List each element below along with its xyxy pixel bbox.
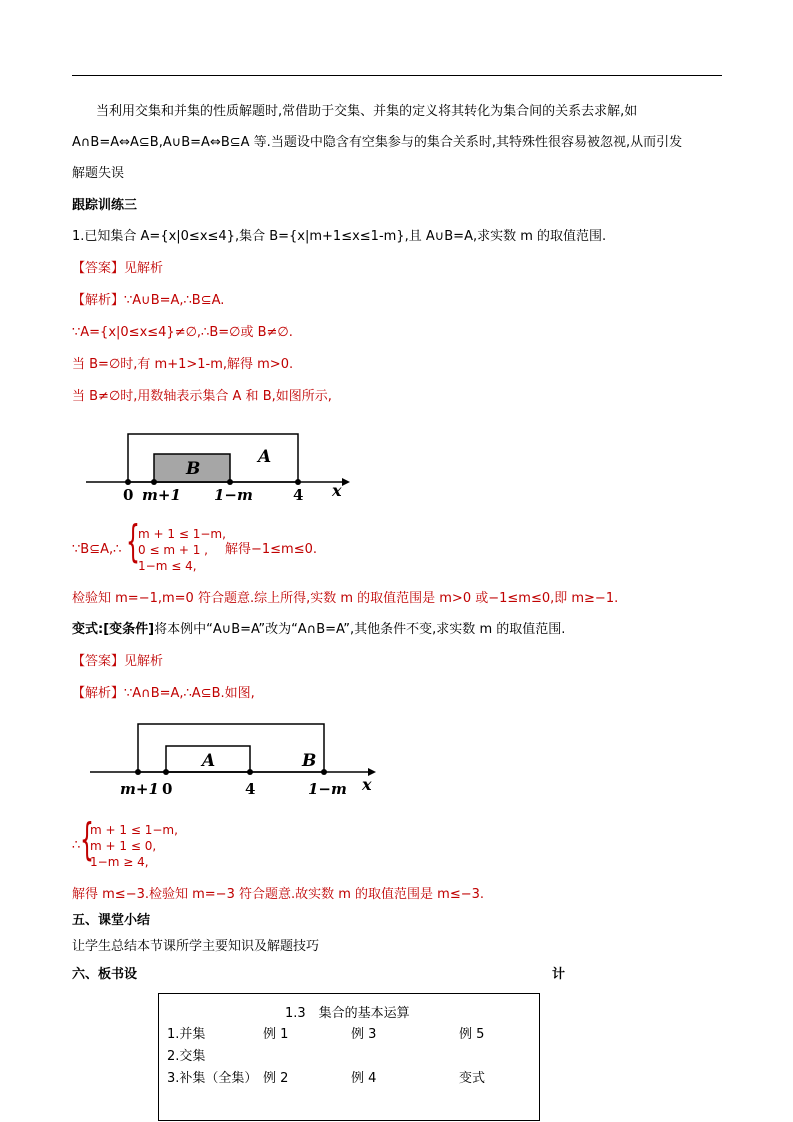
question-1: 1.已知集合 A={x|0≤x≤4},集合 B={x|m+1≤x≤1-m},且 A∪B=A,求实数 m 的取值范围. [72,229,607,244]
analysis-2 [72,685,255,703]
system-2-eq-2: m + 1 ≤ 0, [90,839,157,853]
axis-label-x: x [332,481,342,500]
tick2-1-minus-m: 1−m [308,780,347,798]
answer-2-text: 见解析 [124,654,164,669]
board-example-1: 例 1 [263,1027,289,1042]
analysis-1 [72,292,224,310]
point-1-minus-m [227,479,233,485]
answer-label: 【答案】 [72,261,125,276]
label-a: A [258,447,272,467]
answer-1 [72,260,163,278]
answer-2-label: 【答案】 [72,654,125,669]
system-1-solution: 解得−1≤m≤0. [225,542,318,557]
board-variant: 变式 [459,1071,486,1086]
point2-1-minus-m [321,769,327,775]
tick-1-minus-m: 1−m [214,486,253,504]
analysis-step-5: 检验知 m=−1,m=0 符合题意.综上所得,实数 m 的取值范围是 m>0 或−1≤m≤0,即 m≥−1. [72,591,619,606]
section-6-title-tail: 计 [552,967,566,982]
variant-label: 变式: [72,622,104,637]
system-1-eq-1: m + 1 ≤ 1−m, [138,527,226,541]
analysis-step-2: ∵A={x|0≤x≤4}≠∅,∴B=∅或 B≠∅. [72,325,293,340]
tick2-0: 0 [162,780,173,798]
point2-0 [163,769,169,775]
variant-condition: [变条件] [103,622,155,637]
axis2-label-x: x [362,775,372,794]
header-rule [72,75,722,76]
number-line-figure-2 [84,718,384,798]
analysis-step-3: 当 B=∅时,有 m+1>1-m,解得 m>0. [72,357,294,372]
analysis-2-label: 【解析】 [72,686,125,701]
para-line-2: A∩B=A⇔A⊆B,A∪B=A⇔B⊆A 等.当题设中隐含有空集参与的集合关系时,其特殊性很容易被忽视,从而引发 [72,135,683,150]
section-5-title: 五、课堂小结 [72,913,151,928]
point-m-plus-1 [151,479,157,485]
board-intersection: 2.交集 [167,1049,206,1064]
track-title: 跟踪训练三 [72,198,138,213]
label2-b: B [302,751,317,771]
board-complement: 3.补集（全集） [167,1071,258,1086]
analysis-step-1: ∵A∪B=A,∴B⊆A. [124,293,225,308]
system-1-eq-3: 1−m ≤ 4, [138,559,197,573]
tick-0: 0 [123,486,134,504]
answer-text: 见解析 [124,261,164,276]
point2-m-plus-1 [135,769,141,775]
number-line-figure-1 [80,428,360,504]
system-2-eq-1: m + 1 ≤ 1−m, [90,823,178,837]
board-union: 1.并集 [167,1027,206,1042]
point-4 [295,479,301,485]
board-example-4: 例 4 [351,1071,377,1086]
system-2-brace: { [80,814,94,865]
analysis-step-4: 当 B≠∅时,用数轴表示集合 A 和 B,如图所示, [72,389,332,404]
system-1-brace: { [126,516,140,567]
analysis-2-step-1: ∵A∩B=A,∴A⊆B.如图, [124,686,255,701]
section-6-title: 六、板书设 [72,967,138,982]
variant-line [72,621,565,639]
tick2-m-plus-1: m+1 [120,780,159,798]
analysis-2-step-2: 解得 m≤−3.检验知 m=−3 符合题意.故实数 m 的取值范围是 m≤−3. [72,887,485,902]
analysis-label: 【解析】 [72,293,125,308]
board-example-2: 例 2 [263,1071,289,1086]
para-line-1: 当利用交集和并集的性质解题时,常借助于交集、并集的定义将其转化为集合间的关系去求解,如 [96,104,638,119]
board-example-5: 例 5 [459,1027,485,1042]
blackboard-design-table [158,993,540,1121]
section-5-text: 让学生总结本节课所学主要知识及解题技巧 [72,939,320,954]
system-2-prefix: ∴ [72,838,81,853]
axis-arrow [342,478,350,486]
board-title: 1.3 集合的基本运算 [285,1006,410,1021]
para-line-3: 解题失误 [72,166,125,181]
board-example-3: 例 3 [351,1027,377,1042]
tick-m-plus-1: m+1 [142,486,181,504]
label2-a: A [202,751,216,771]
answer-2 [72,653,163,671]
label-b: B [186,459,201,479]
system-1-eq-2: 0 ≤ m + 1 , [138,543,208,557]
point2-4 [247,769,253,775]
point-0 [125,479,131,485]
variant-text: 将本例中“A∪B=A”改为“A∩B=A”,其他条件不变,求实数 m 的取值范围. [154,622,566,637]
system-1-prefix: ∵B⊆A,∴ [72,542,122,557]
tick-4: 4 [293,486,304,504]
system-2-eq-3: 1−m ≥ 4, [90,855,149,869]
tick2-4: 4 [245,780,256,798]
